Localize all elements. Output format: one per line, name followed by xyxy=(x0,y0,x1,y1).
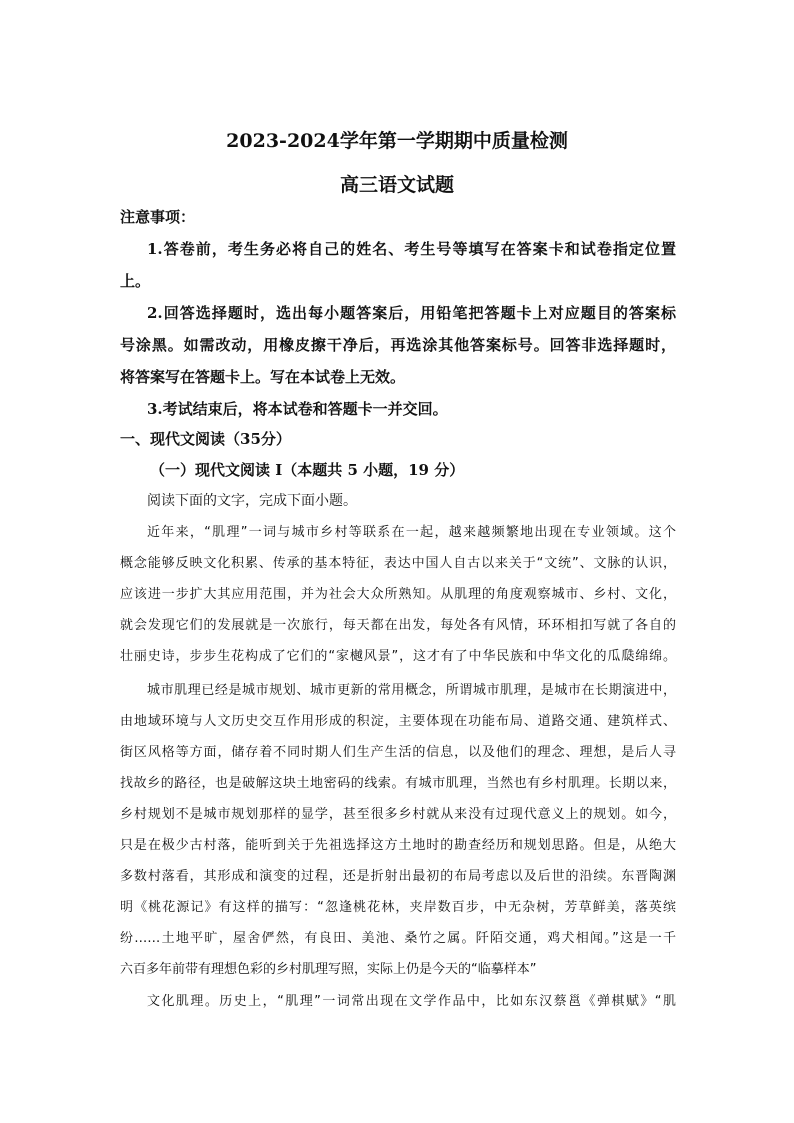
passage-line: 找故乡的路径，也是破解这块土地密码的线索。有城市肌理，当然也有乡村肌理。长期以来， xyxy=(120,776,676,791)
section-heading: 一、现代文阅读（35分） xyxy=(120,430,291,448)
passage-line: 乡村规划不是城市规划那样的显学，甚至很多乡村就从来没有过现代意义上的规划。如今， xyxy=(120,807,676,822)
subsection-heading: （一）现代文阅读 I（本题共 5 小题，19 分） xyxy=(150,461,465,479)
passage-line: 壮丽史诗，步步生花构成了它们的“家樾风景”，这才有了中华民族和中华文化的瓜瓞绵绵。 xyxy=(120,649,676,664)
passage-line: 文化肌理。历史上，“肌理”一词常出现在文学作品中，比如东汉蔡邕《弹棋赋》“肌 xyxy=(147,994,676,1009)
exam-subtitle: 高三语文试题 xyxy=(339,174,454,196)
passage-line: 由地域环境与人文历史交互作用形成的积淀，主要体现在功能布局、道路交通、建筑样式、 xyxy=(120,714,676,729)
passage-line: 明《桃花源记》有这样的描写：“忽逢桃花林，夹岸数百步，中无杂树，芳草鲜美，落英缤 xyxy=(120,900,676,915)
notice-line: 将答案写在答题卡上。写在本试卷上无效。 xyxy=(120,368,406,386)
passage-line: 城市肌理已经是城市规划、城市更新的常用概念，所谓城市肌理，是城市在长期演进中， xyxy=(147,683,676,698)
notice-line: 上。 xyxy=(120,272,151,290)
passage-line: 六百多年前带有理想色彩的乡村肌理写照，实际上仍是今天的“临摹样本” xyxy=(120,962,537,977)
passage-line: 多数村落看，其形成和演变的过程，还是折射出最初的布局考虑以及后世的沿续。东晋陶渊 xyxy=(120,869,676,884)
exam-title: 2023-2024学年第一学期期中质量检测 xyxy=(226,130,568,152)
passage-line: 近年来，“肌理”一词与城市乡村等联系在一起，越来越频繁地出现在专业领域。这个 xyxy=(147,525,676,540)
passage-line: 纷……土地平旷，屋舍俨然，有良田、美池、桑竹之属。阡陌交通，鸡犬相闻。”这是一千 xyxy=(120,931,676,946)
notice-line: 号涂黑。如需改动，用橡皮擦干净后，再选涂其他答案标号。回答非选择题时， xyxy=(120,336,676,354)
notice-heading: 注意事项： xyxy=(120,208,196,226)
notice-line: 1.答卷前，考生务必将自己的姓名、考生号等填写在答案卡和试卷指定位置 xyxy=(147,240,676,258)
passage-line: 街区风格等方面，储存着不同时期人们生产生活的信息，以及他们的理念、理想，是后人寻 xyxy=(120,745,676,760)
passage-line: 就会发现它们的发展就是一次旅行，每天都在出发，每处各有风情，环环相扣写就了各自的 xyxy=(120,618,676,633)
passage-line: 概念能够反映文化积累、传承的基本特征，表达中国人自古以来关于“文统”、文脉的认识， xyxy=(120,556,676,571)
reading-instruction: 阅读下面的文字，完成下面小题。 xyxy=(147,493,357,509)
notice-line: 3.考试结束后，将本试卷和答题卡一并交回。 xyxy=(147,400,448,418)
passage-line: 应该进一步扩大其应用范围，并为社会大众所熟知。从肌理的角度观察城市、乡村、文化， xyxy=(120,587,676,602)
passage-line: 只是在极少古村落，能听到关于先祖选择这方土地时的勘查经历和规划思路。但是，从绝大 xyxy=(120,838,676,853)
notice-line: 2.回答选择题时，选出每小题答案后，用铅笔把答题卡上对应题目的答案标 xyxy=(147,304,676,322)
